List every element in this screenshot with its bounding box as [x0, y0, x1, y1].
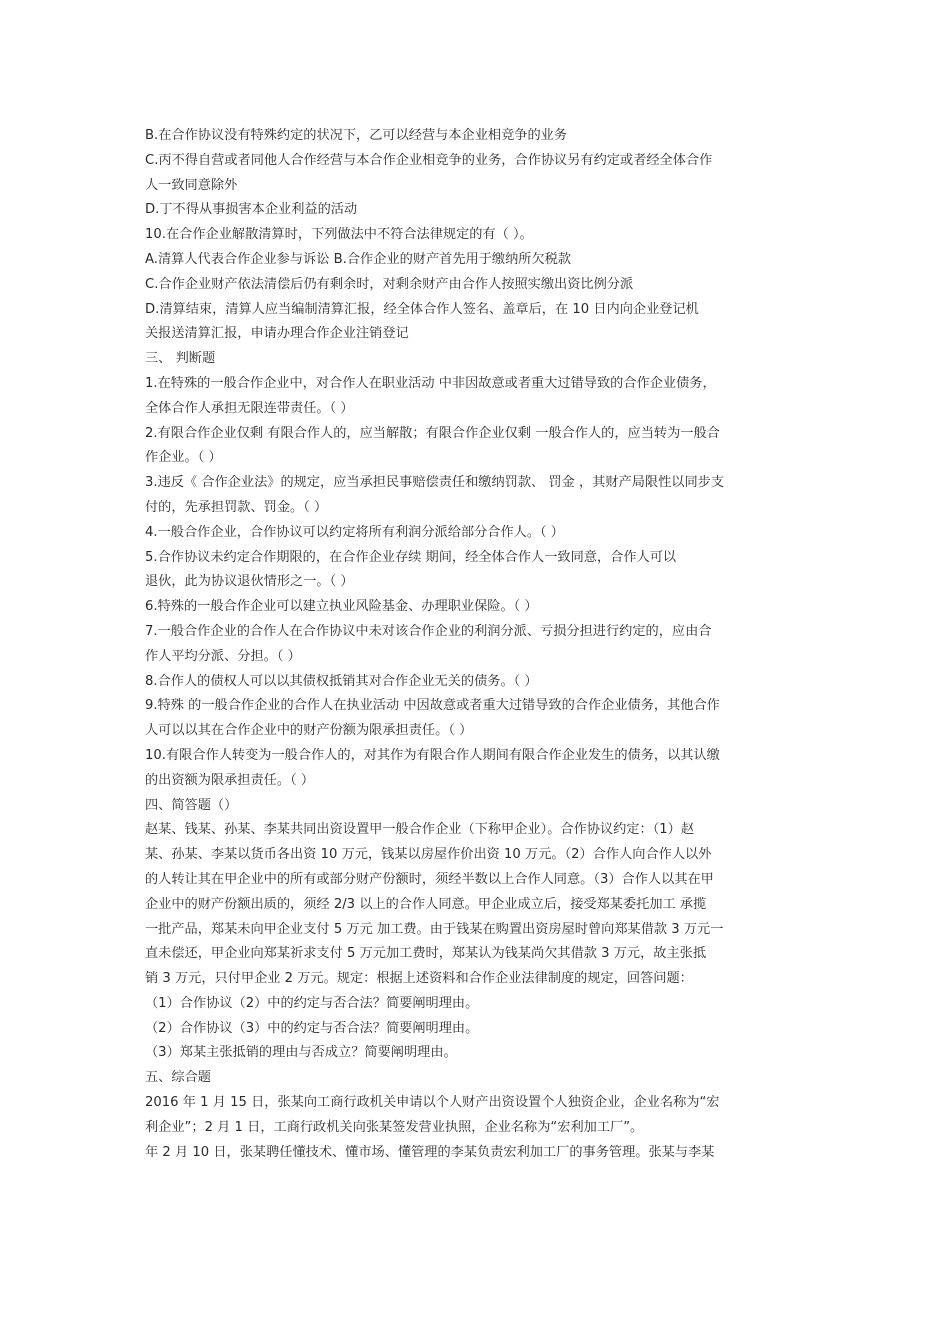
text-line: 年 2 月 10 日，张某聘任懂技术、懂市场、懂管理的李某负责宏利加工厂的事务管理。张某与李某 — [145, 1144, 715, 1160]
text-line: 2.有限合作企业仅剩 有限合作人的，应当解散；有限合作企业仅剩 一般合作人的，应当转为一般合 — [145, 425, 720, 441]
text-line: 9.特殊 的一般合作企业的合作人在执业活动 中因故意或者重大过错导致的合作企业债务，其他合作 — [145, 698, 720, 714]
section-heading: 四、简答题（） — [145, 797, 238, 813]
text-line: 5.合作协议未约定合作期限的，在合作企业存续 期间，经全体合作人一致同意，合作人可以 — [145, 549, 677, 565]
text-line: 关报送清算汇报，申请办理合作企业注销登记 — [145, 326, 409, 342]
text-line: 赵某、钱某、孙某、李某共同出资设置甲一般合作企业（下称甲企业）。合作协议约定：（1）赵 — [145, 822, 695, 838]
text-line: 2016 年 1 月 15 日，张某向工商行政机关申请以个人财产出资设置个人独资企业，企业名称为“宏 — [145, 1095, 720, 1111]
text-line: 作企业。（ ） — [145, 450, 222, 466]
text-line: 作人平均分派、分担。（ ） — [145, 648, 301, 664]
text-line: 退伙，此为协议退伙情形之一。（ ） — [145, 574, 354, 590]
document-body — [145, 124, 815, 1165]
text-line: D.丁不得从事损害本企业利益的活动 — [145, 202, 358, 218]
text-line: 8.合作人的债权人可以以其债权抵销其对合作企业无关的债务。（ ） — [145, 673, 538, 689]
text-line: 人一致同意除外 — [145, 177, 238, 193]
text-line: 付的，先承担罚款、罚金。（ ） — [145, 499, 328, 515]
text-line: 直未偿还，甲企业向郑某祈求支付 5 万元加工费时，郑某认为钱某尚欠其借款 3 万元，故主张抵 — [145, 946, 707, 962]
text-line: 10.有限合作人转变为一般合作人的，对其作为有限合作人期间有限合作企业发生的债务，以其认缴 — [145, 747, 720, 763]
section-heading: 五、综合题 — [145, 1070, 211, 1086]
text-line: A.清算人代表合作企业参与诉讼 B.合作企业的财产首先用于缴纳所欠税款 — [145, 251, 572, 267]
text-line: 某、孙某、李某以货币各出资 10 万元，钱某以房屋作价出资 10 万元。（2）合作人向合作人以外 — [145, 847, 712, 863]
text-line: C.合作企业财产依法清偿后仍有剩余时，对剩余财产由合作人按照实缴出资比例分派 — [145, 276, 634, 292]
text-line: 4.一般合作企业，合作协议可以约定将所有利润分派给部分合作人。（ ） — [145, 524, 564, 540]
text-line: 的出资额为限承担责任。（ ） — [145, 772, 315, 788]
text-line: 1.在特殊的一般合作企业中，对合作人在职业活动 中非因故意或者重大过错导致的合作企业债务， — [145, 375, 716, 391]
text-line: 6.特殊的一般合作企业可以建立执业风险基金、办理职业保险。（ ） — [145, 599, 538, 615]
text-line: 利企业”；2 月 1 日，工商行政机关向张某签发营业执照，企业名称为“宏利加工厂”。 — [145, 1119, 644, 1135]
text-line: 3.违反《 合作企业法》的规定，应当承担民事赔偿责任和缴纳罚款、 罚金 ，其财产局限性以同步支 — [145, 475, 725, 491]
text-line: 人可以以其在合作企业中的财产份额为限承担责任。（ ） — [145, 723, 473, 739]
text-line: C.丙不得自营或者同他人合作经营与本合作企业相竞争的业务，合作协议另有约定或者经全体合作 — [145, 152, 713, 168]
text-line: 销 3 万元，只付甲企业 2 万元。规定：根据上述资料和合作企业法律制度的规定，回答问题： — [145, 971, 693, 987]
text-line: D.清算结束，清算人应当编制清算汇报，经全体合作人签名、盖章后，在 10 日内向企业登记机 — [145, 301, 699, 317]
text-line: 10.在合作企业解散清算时，下列做法中不符合法律规定的有（ ）。 — [145, 227, 533, 243]
text-line: B.在合作协议没有特殊约定的状况下，乙可以经营与本企业相竞争的业务 — [145, 128, 568, 143]
text-line: （3）郑某主张抵销的理由与否成立？简要阐明理由。 — [145, 1045, 457, 1061]
section-heading: 三、 判断题 — [145, 351, 216, 367]
text-line: 全体合作人承担无限连带责任。（ ） — [145, 400, 354, 416]
text-line: （1）合作协议（2）中的约定与否合法？简要阐明理由。 — [145, 995, 479, 1011]
text-line: （2）合作协议（3）中的约定与否合法？简要阐明理由。 — [145, 1020, 479, 1036]
text-line: 一批产品，郑某未向甲企业支付 5 万元 加工费。由于钱某在购置出资房屋时曾向郑某借款 3 万元一 — [145, 921, 724, 937]
text-line: 7.一般合作企业的合作人在合作协议中未对该合作企业的利润分派、亏损分担进行约定的，应由合 — [145, 623, 712, 639]
text-line: 企业中的财产份额出质的，须经 2/3 以上的合作人同意。甲企业成立后，接受郑某委托加工 承揽 — [145, 896, 707, 912]
text-line: 的人转让其在甲企业中的所有或部分财产份额时，须经半数以上合作人同意。（3）合作人以其在甲 — [145, 871, 714, 887]
